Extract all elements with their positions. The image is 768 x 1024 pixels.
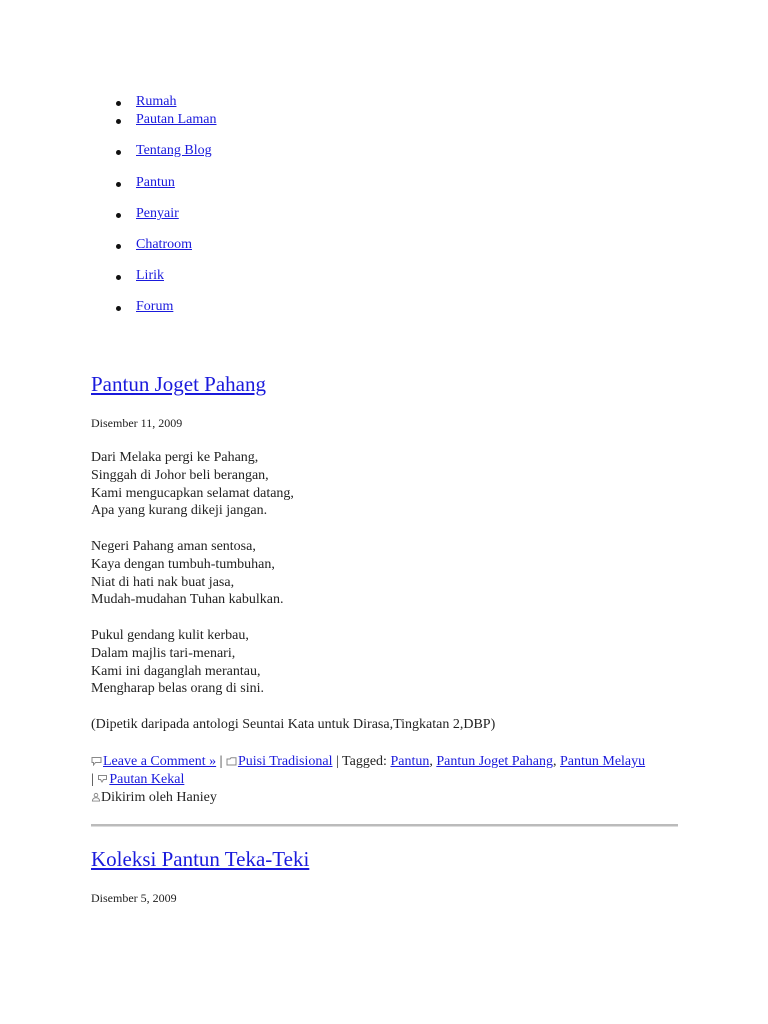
bullet-icon [116, 275, 121, 280]
nav-item-forum [136, 299, 173, 315]
link-icon [97, 774, 108, 784]
post-meta: Leave a Comment » | Puisi Tradisional | Tagged: Pantun, Pantun Joget Pahang, Pantun Melayu | Pautan Kekal [91, 754, 646, 787]
nav-item-tentang-blog [136, 143, 212, 159]
poem-line: Niat di hati nak buat jasa, [91, 574, 235, 590]
poem-stanza [91, 627, 264, 698]
bullet-icon [116, 182, 121, 187]
nav-link-rumah[interactable]: Rumah [136, 94, 177, 109]
folder-icon [226, 756, 237, 766]
poem-line: Negeri Pahang aman sentosa, [91, 539, 256, 554]
poem-line: Apa yang kurang dikeji jangan. [91, 503, 268, 519]
nav-item-pautan-laman [136, 112, 216, 128]
leave-comment-link[interactable]: Leave a Comment » [103, 754, 217, 769]
post-title-link[interactable]: Pantun Joget Pahang [91, 372, 266, 396]
poem-stanza [91, 538, 283, 609]
tagged-label: | Tagged: [335, 754, 387, 769]
poem-line: Kami mengucapkan selamat datang, [91, 485, 294, 501]
poem-source: (Dipetik daripada antologi Seuntai Kata untuk Dirasa,Tingkatan 2,DBP) [91, 717, 496, 732]
post-date: Disember 11, 2009 [91, 416, 183, 430]
tag-link-pantun[interactable]: Pantun [390, 754, 430, 769]
post-byline [91, 789, 217, 807]
poem-line: Kaya dengan tumbuh-tumbuhan, [91, 556, 275, 572]
poem-line: Singgah di Johor beli berangan, [91, 467, 269, 483]
post-title [91, 846, 309, 872]
poem-line: Mudah-mudahan Tuhan kabulkan. [91, 592, 284, 608]
poem-line: Pukul gendang kulit kerbau, [91, 628, 249, 643]
tag-link-pantun-melayu[interactable]: Pantun Melayu [559, 754, 646, 769]
post-title-link[interactable]: Koleksi Pantun Teka-Teki [91, 847, 310, 871]
bullet-icon [116, 150, 121, 155]
nav-link-pantun[interactable]: Pantun [136, 175, 175, 190]
meta-separator: | [91, 772, 94, 787]
nav-item-lirik [136, 268, 164, 284]
bullet-icon [116, 119, 121, 124]
poem-line: Mengharap belas orang di sini. [91, 681, 265, 697]
poem-stanza [91, 449, 294, 520]
meta-separator: | [219, 754, 223, 769]
nav-link-forum[interactable]: Forum [136, 299, 174, 314]
byline-text: Dikirim oleh Haniey [101, 790, 217, 805]
post-divider [91, 824, 678, 827]
nav-item-penyair [136, 206, 179, 222]
post-date: Disember 5, 2009 [91, 891, 177, 905]
poem-line: Dalam majlis tari-menari, [91, 645, 236, 661]
category-link[interactable]: Puisi Tradisional [237, 754, 333, 769]
poem-line: Dari Melaka pergi ke Pahang, [91, 450, 259, 465]
nav-link-chatroom[interactable]: Chatroom [136, 237, 192, 252]
bullet-icon [116, 213, 121, 218]
nav-link-lirik[interactable]: Lirik [136, 268, 164, 283]
user-icon [91, 792, 101, 802]
nav-link-pautan-laman[interactable]: Pautan Laman [136, 112, 217, 127]
nav-item-chatroom [136, 237, 192, 253]
bullet-icon [116, 101, 121, 106]
bullet-icon [116, 244, 121, 249]
bullet-icon [116, 306, 121, 311]
nav-item-rumah [136, 94, 176, 110]
nav-link-penyair[interactable]: Penyair [136, 206, 179, 221]
comment-icon [91, 756, 102, 766]
nav-link-tentang-blog[interactable]: Tentang Blog [136, 143, 212, 158]
poem-line: Kami ini daganglah merantau, [91, 663, 261, 679]
nav-item-pantun [136, 175, 175, 191]
post-title [91, 371, 266, 397]
tag-link-pantun-joget-pahang[interactable]: Pantun Joget Pahang [436, 754, 553, 769]
permalink-link[interactable]: Pautan Kekal [109, 772, 185, 787]
